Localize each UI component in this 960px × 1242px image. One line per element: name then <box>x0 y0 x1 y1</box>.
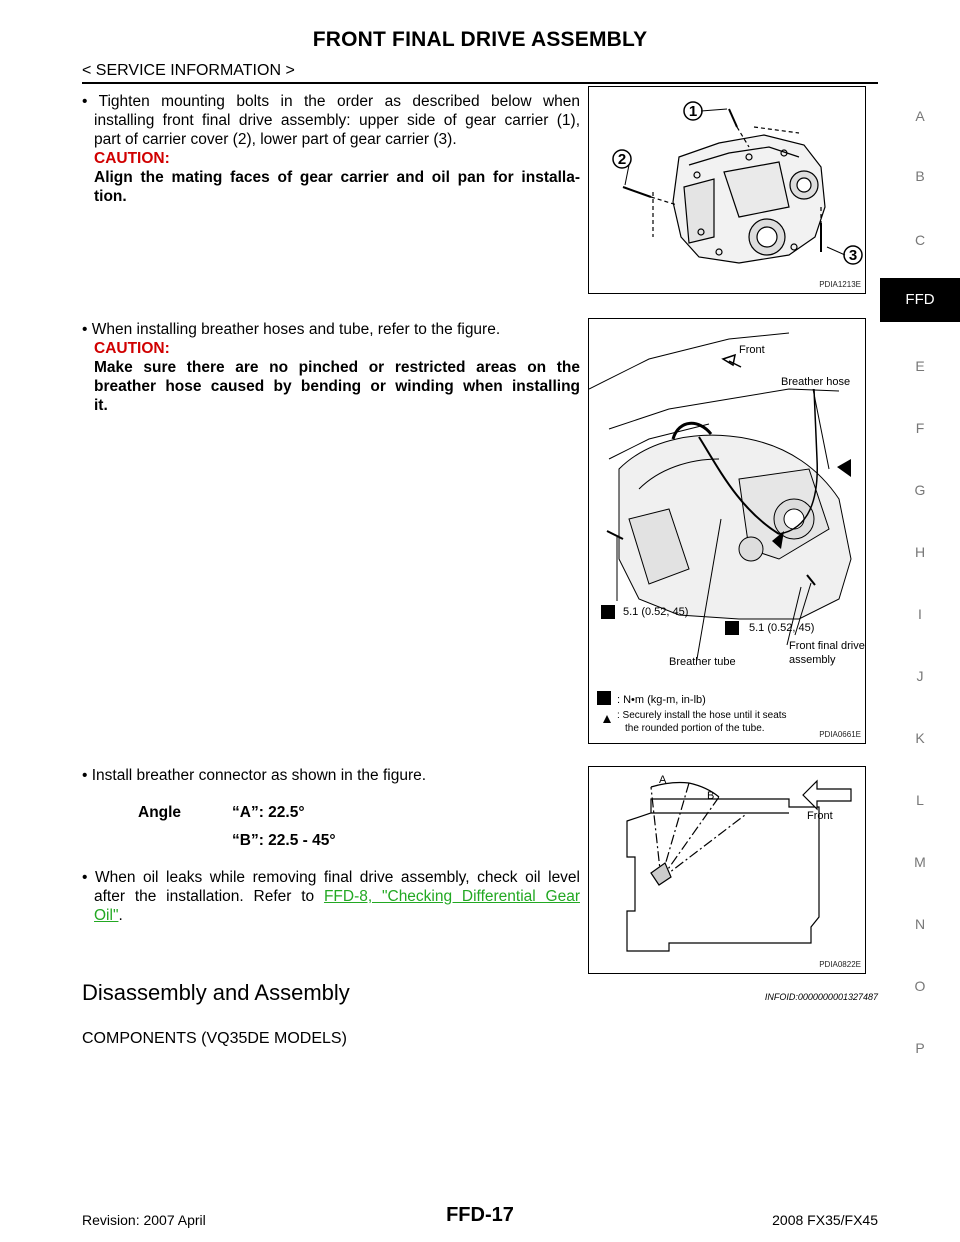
label-breather-tube: Breather tube <box>669 656 736 668</box>
section-title: Disassembly and Assembly <box>82 980 350 1005</box>
link-checking-differential-gear-oil-cont[interactable]: Oil" <box>94 907 119 924</box>
bullet-oil-level <box>82 868 580 925</box>
figure-code: PDIA0661E <box>819 730 861 739</box>
bullet1-line1: • Tighten mounting bolts in the order as described below when <box>82 93 580 110</box>
bullet-tighten-bolts <box>82 92 580 206</box>
caution-text: it. <box>94 397 108 414</box>
info-id: INFOID:0000000001327487 <box>764 992 878 1002</box>
connector-angle-illustration <box>589 767 865 973</box>
torque-value-left: 5.1 (0.52, 45) <box>623 606 689 618</box>
angle-label: Angle <box>138 804 182 821</box>
torque-value-right: 5.1 (0.52, 45) <box>749 622 815 634</box>
ffd-line1: Front final drive <box>789 640 865 652</box>
caution-label: CAUTION: <box>94 150 170 167</box>
bullet4-period: . <box>118 907 123 924</box>
tab-f[interactable]: F <box>915 420 925 436</box>
link-checking-differential-gear-oil[interactable]: FFD-8, "Checking Differential Gear <box>323 888 580 905</box>
tab-a[interactable]: A <box>915 108 925 124</box>
revision-date: Revision: 2007 April <box>82 1212 206 1228</box>
caution-label: CAUTION: <box>94 340 170 357</box>
figure-connector-angle <box>588 766 866 974</box>
caution-text: Make sure there are no pinched or restricted areas on the <box>94 359 580 376</box>
tab-p[interactable]: P <box>915 1040 925 1056</box>
tab-o[interactable]: O <box>914 978 926 994</box>
tab-c[interactable]: C <box>914 232 926 248</box>
tab-n[interactable]: N <box>914 916 926 932</box>
caution-text: breather hose caused by bending or winding when installing <box>94 378 580 395</box>
legend-note-line1: : Securely install the hose until it seats <box>617 710 787 721</box>
bullet3-line1: • Install breather connector as shown in the figure. <box>82 767 427 784</box>
ffd-line2: assembly <box>789 654 836 666</box>
callout-2: 2 <box>617 151 627 168</box>
tab-l[interactable]: L <box>916 792 924 808</box>
label-front-final-drive <box>789 639 865 667</box>
label-front: Front <box>739 344 765 356</box>
tab-b[interactable]: B <box>915 168 925 184</box>
angle-b: “B”: 22.5 - 45° <box>232 832 336 849</box>
bullet4-line2: after the installation. Refer to <box>94 888 324 905</box>
angle-spec <box>138 804 336 860</box>
tab-ffd[interactable]: FFD <box>880 278 960 322</box>
page-number: FFD-17 <box>446 1204 514 1226</box>
page-title: FRONT FINAL DRIVE ASSEMBLY <box>312 28 648 51</box>
tab-j[interactable]: J <box>916 668 924 684</box>
tab-e[interactable]: E <box>915 358 925 374</box>
vehicle-model: 2008 FX35/FX45 <box>772 1212 878 1228</box>
tab-i[interactable]: I <box>918 606 922 622</box>
tab-h[interactable]: H <box>914 544 926 560</box>
figure-bolt-order <box>588 86 866 294</box>
bullet1-line2: installing front final drive assembly: upper side of gear carrier (1), <box>94 112 580 129</box>
callout-1: 1 <box>688 103 698 120</box>
figure-breather-hose <box>588 318 866 744</box>
tab-g[interactable]: G <box>914 482 926 498</box>
caution-text: Align the mating faces of gear carrier and oil pan for installa- <box>94 169 580 186</box>
caution-text: tion. <box>94 188 127 205</box>
tab-m[interactable]: M <box>914 854 926 870</box>
subsection-title: COMPONENTS (VQ35DE MODELS) <box>82 1030 347 1047</box>
label-breather-hose: Breather hose <box>781 376 851 388</box>
legend-triangle-note <box>617 709 787 735</box>
bullet-breather-hoses <box>82 320 580 415</box>
label-angle-a: A <box>659 774 667 786</box>
figure-code: PDIA0822E <box>819 960 861 969</box>
legend-torque-unit: : N•m (kg-m, in-lb) <box>617 694 706 706</box>
final-drive-bolts-illustration <box>589 87 865 293</box>
figure-code: PDIA1213E <box>819 280 861 289</box>
legend-note-line2: the rounded portion of the tube. <box>625 723 765 734</box>
bullet2-line1: • When installing breather hoses and tube, refer to the figure. <box>82 321 501 338</box>
bullet-breather-connector <box>82 766 580 785</box>
tab-k[interactable]: K <box>915 730 925 746</box>
breadcrumb: < SERVICE INFORMATION > <box>82 62 295 79</box>
bullet1-line3: part of carrier cover (2), lower part of gear carrier (3). <box>94 131 457 148</box>
angle-a: “A”: 22.5° <box>232 804 305 821</box>
label-angle-b: B <box>707 790 715 802</box>
header-divider <box>82 82 878 84</box>
label-front: Front <box>807 810 833 822</box>
callout-3: 3 <box>848 247 858 264</box>
bullet4-line1: • When oil leaks while removing final drive assembly, check oil level <box>82 869 580 886</box>
